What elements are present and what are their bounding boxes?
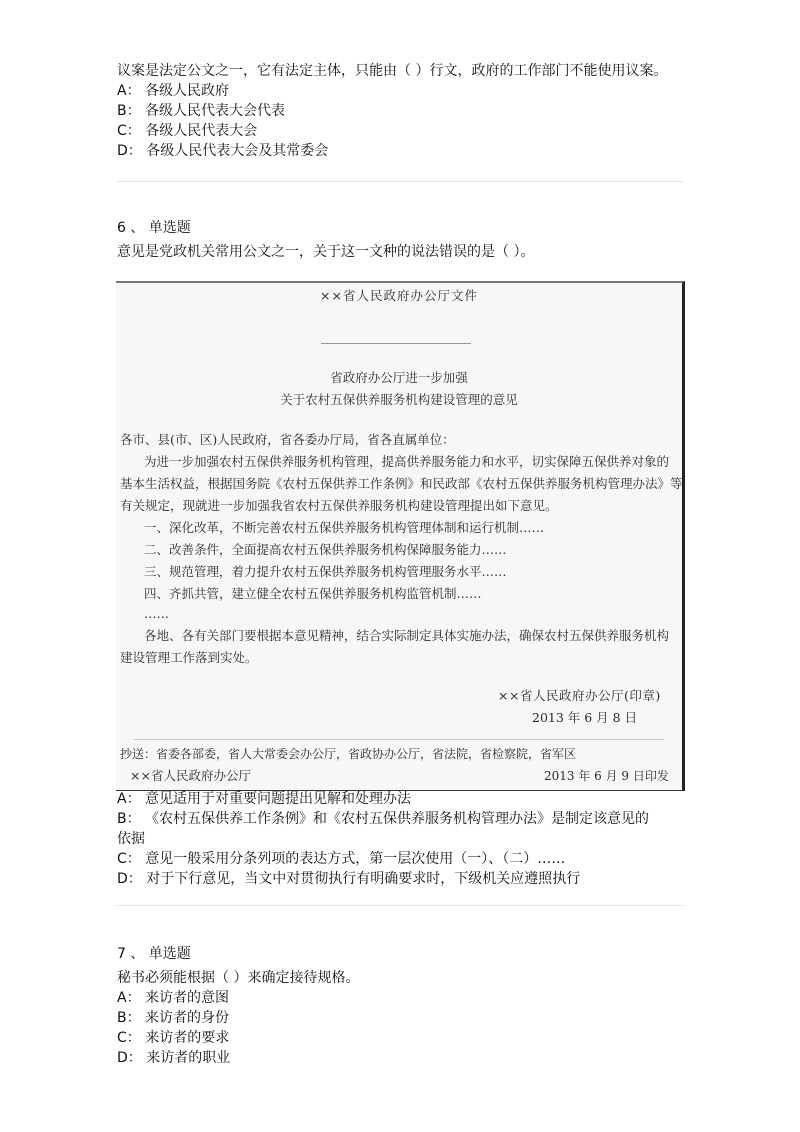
q7-option-c[interactable]: C： 来访者的要求 [117,1030,230,1046]
doc-closing-line2: 建设管理工作落到实处。 [120,650,258,665]
q6-stem: 意见是党政机关常用公文之一，关于这一文种的说法错误的是（ ）。 [117,244,535,260]
q6-option-d[interactable]: D： 对于下行意见，当文中对贯彻执行有明确要求时，下级机关应遵照执行 [117,871,581,887]
doc-footer-rule [134,739,664,740]
q5-option-b[interactable]: B： 各级人民代表大会代表 [117,103,286,119]
q5-option-a[interactable]: A： 各级人民政府 [117,83,230,99]
doc-item-3: 三、规范管理，着力提升农村五保供养服务机构管理服务水平…… [144,564,507,579]
q6-option-c[interactable]: C： 意见一般采用分条列项的表达方式，第一层次使用（一）、（二）…… [117,851,566,867]
doc-item-1: 一、深化改革，不断完善农村五保供养服务机构管理体制和运行机制…… [144,520,545,535]
doc-recipient: 各市、县(市、区)人民政府，省各委办厅局，省各直属单位： [120,432,455,447]
doc-issuer: ××省人民政府办公厅 [130,768,251,783]
doc-title-line1: 省政府办公厅进一步加强 [330,370,468,385]
q7-header: 7 、 单选题 [117,946,191,962]
doc-org-title: ××省人民政府办公厅文件 [320,288,478,303]
q7-stem: 秘书必须能根据（ ）来确定接待规格。 [117,970,360,986]
q5-option-c[interactable]: C： 各级人民代表大会 [117,123,258,139]
doc-body-line1: 为进一步加强农村五保供养服务机构管理，提高供养服务能力和水平，切实保障五保供养对象的 [144,454,670,469]
q5-option-d[interactable]: D： 各级人民代表大会及其常委会 [117,143,329,159]
doc-item-4: 四、齐抓共管，建立健全农村五保供养服务机构监管机制…… [144,586,482,601]
q6-option-b-continued[interactable]: 依据 [117,831,145,847]
q6-header: 6 、 单选题 [117,220,191,236]
doc-header-rule [321,343,471,344]
divider [117,181,684,182]
doc-date: 2013 年 6 月 8 日 [532,710,638,725]
q5-stem: 议案是法定公文之一，它有法定主体，只能由（ ）行文，政府的工作部门不能使用议案。 [117,63,668,79]
doc-cc: 抄送：省委各部委，省人大常委会办公厅，省政协办公厅，省法院，省检察院，省军区 [120,747,577,761]
document-image [116,281,685,791]
divider [117,905,684,906]
q7-option-a[interactable]: A： 来访者的意图 [117,990,230,1006]
doc-body-line2: 基本生活权益，根据国务院《农村五保供养工作条例》和民政部《农村五保供养服务机构管理办法》等 [120,476,683,491]
q7-option-b[interactable]: B： 来访者的身份 [117,1010,230,1026]
q6-option-b[interactable]: B： 《农村五保供养工作条例》和《农村五保供养服务机构管理办法》是制定该意见的 [117,811,650,827]
doc-body-line3: 有关规定，现就进一步加强我省农村五保供养服务机构建设管理提出如下意见。 [120,498,558,513]
doc-issue-date: 2013 年 6 月 9 日印发 [544,769,669,783]
q7-option-d[interactable]: D： 来访者的职业 [117,1050,231,1066]
doc-closing-line1: 各地、各有关部门要根据本意见精神，结合实际制定具体实施办法，确保农村五保供养服务机构 [144,628,670,643]
doc-ellipsis: …… [144,606,169,621]
doc-item-2: 二、改善条件，全面提高农村五保供养服务机构保障服务能力…… [144,542,507,557]
q6-option-a[interactable]: A： 意见适用于对重要问题提出见解和处理办法 [117,791,412,807]
doc-signature: ××省人民政府办公厅(印章) [498,688,661,703]
doc-title-line2: 关于农村五保供养服务机构建设管理的意见 [280,392,518,407]
